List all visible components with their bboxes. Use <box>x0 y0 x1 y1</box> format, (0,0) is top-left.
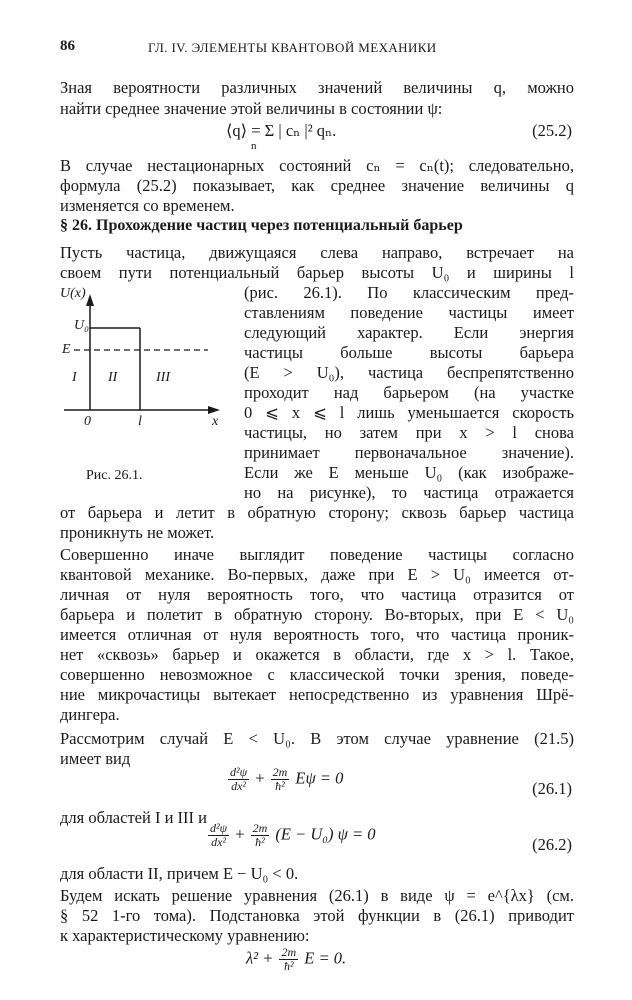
figure-caption: Рис. 26.1. <box>86 468 143 483</box>
para3-line-2: своем пути потенциальный барьер высоты U₀ и ширины l <box>60 263 574 282</box>
para6-line-3: к характеристическому уравнению: <box>60 926 310 945</box>
para2-line-1: В случае нестационарных состояний cₙ = cₙ(t); следовательно, <box>60 156 574 175</box>
e-label: E <box>62 342 71 357</box>
para4-line-3: личная от нуля вероятность того, что частица отразится от <box>60 585 574 604</box>
fraction-2m-hbar2: $\frac{2m}{\text{ħ²}}$ <box>252 821 268 849</box>
para3-line-1: Пусть частица, движущаяся слева направо, встречает на <box>60 243 574 262</box>
para3-wrap-7: 0 ⩽ x ⩽ l лишь уменьшается скорость <box>244 403 574 422</box>
y-axis-label: U(x) <box>60 286 86 301</box>
y-axis-arrow <box>86 294 94 306</box>
equation-number-26-2: (26.2) <box>532 835 572 854</box>
fraction-d2psi-dx2: $\frac{\text{d²ψ}}{\text{dx²}}$ <box>210 821 228 849</box>
equation-26-2: $\frac{\text{d²ψ}}{\text{dx²}}$ + $\frac{2m}{\text{ħ²}}$ (E − U₀) ψ = 0 <box>210 821 376 849</box>
x-axis-arrow <box>208 406 220 414</box>
para2-line-3: изменяется со временем. <box>60 196 235 215</box>
region-iii-label: III <box>156 370 170 385</box>
characteristic-equation: λ² + $\frac{2m}{\text{ħ²}}$ E = 0. <box>246 945 347 973</box>
tick-zero: 0 <box>84 414 91 429</box>
para5-line-2: имеет вид <box>60 749 131 768</box>
running-title: ГЛ. IV. ЭЛЕМЕНТЫ КВАНТОВОЙ МЕХАНИКИ <box>148 40 437 55</box>
para3-wrap-9: принимает первоначальное значение). <box>244 443 574 462</box>
para3-wrap-10: Если же E меньше U₀ (как изображе- <box>244 463 574 482</box>
u0-label: U₀ <box>74 318 89 333</box>
equation-26-1: $\frac{\text{d²ψ}}{\text{dx²}}$ + $\frac{2m}{\text{ħ²}}$ Eψ = 0 <box>230 765 344 793</box>
para4-line-9: дингера. <box>60 705 120 724</box>
para3-wrap-2: ставлениям поведение частицы имеет <box>244 303 574 322</box>
para6-line-2: § 52 1-го тома). Подстановка этой функции в (26.1) приводит <box>60 906 574 925</box>
fraction-2m-hbar2: $\frac{2m}{\text{ħ²}}$ <box>281 945 297 973</box>
para3-wrap-4: частицы больше высоты барьера <box>244 343 574 362</box>
para3-tail-1: от барьера и летит в обратную сторону; сквозь барьер частица <box>60 503 574 522</box>
para1-line-1: Зная вероятности различных значений величины q, можно <box>60 78 574 97</box>
para6-line-1: Будем искать решение уравнения (26.1) в виде ψ = e^{λx} (см. <box>60 886 574 905</box>
fraction-d2psi-dx2: $\frac{\text{d²ψ}}{\text{dx²}}$ <box>230 765 248 793</box>
para3-wrap-11: но на рисунке), то частица отражается <box>244 483 574 502</box>
equation-number-25-2: (25.2) <box>532 121 572 140</box>
between-text-1: для областей I и III и <box>60 808 207 827</box>
sum-index: n <box>251 140 257 152</box>
para1-line-2: найти среднее значение этой величины в состоянии ψ: <box>60 99 443 118</box>
para4-line-1: Совершенно иначе выглядит поведение частицы согласно <box>60 545 574 564</box>
para3-wrap-6: проходит над барьером (на участке <box>244 383 574 402</box>
region-i-label: I <box>72 370 77 385</box>
para3-wrap-1: (рис. 26.1). По классическим пред- <box>244 283 574 302</box>
para4-line-8: ние микрочастицы вытекает непосредственно из уравнения Шрё- <box>60 685 574 704</box>
para4-line-4: барьера и полетит в обратную сторону. Во-вторых, при E < U₀ <box>60 605 574 624</box>
x-axis-label: x <box>212 414 219 429</box>
para4-line-2: квантовой механике. Во-первых, даже при E > U₀ имеется от- <box>60 565 574 584</box>
fraction-2m-hbar2: $\frac{2m}{\text{ħ²}}$ <box>272 765 288 793</box>
equation-25-2: ⟨q⟩ = Σ | cₙ |² qₙ. <box>226 121 337 140</box>
figure-potential-barrier <box>60 286 228 450</box>
para4-line-5: имеется отличная от нуля вероятность того, что частица проник- <box>60 625 574 644</box>
between-text-2: для области II, причем E − U₀ < 0. <box>60 864 299 883</box>
para4-line-6: нет «сквозь» барьер и окажется в области, где x > l. Такое, <box>60 645 574 664</box>
para2-line-2: формула (25.2) показывает, как среднее значение величины q <box>60 176 574 195</box>
region-ii-label: II <box>108 370 118 385</box>
para4-line-7: совершенно невозможное с классической точки зрения, поведе- <box>60 665 574 684</box>
para3-wrap-3: следующий характер. Если энергия <box>244 323 574 342</box>
equation-number-26-1: (26.1) <box>532 779 572 798</box>
tick-l: l <box>138 414 142 429</box>
para5-line-1: Рассмотрим случай E < U₀. В этом случае уравнение (21.5) <box>60 729 574 748</box>
para3-wrap-5: (E > U₀), частица беспрепятственно <box>244 363 574 382</box>
para3-wrap-8: частицы, но затем при x > l снова <box>244 423 574 442</box>
section-heading: § 26. Прохождение частиц через потенциальный барьер <box>60 217 463 234</box>
para3-tail-2: проникнуть не может. <box>60 523 215 542</box>
running-head <box>60 38 574 58</box>
page-number: 86 <box>60 38 75 54</box>
